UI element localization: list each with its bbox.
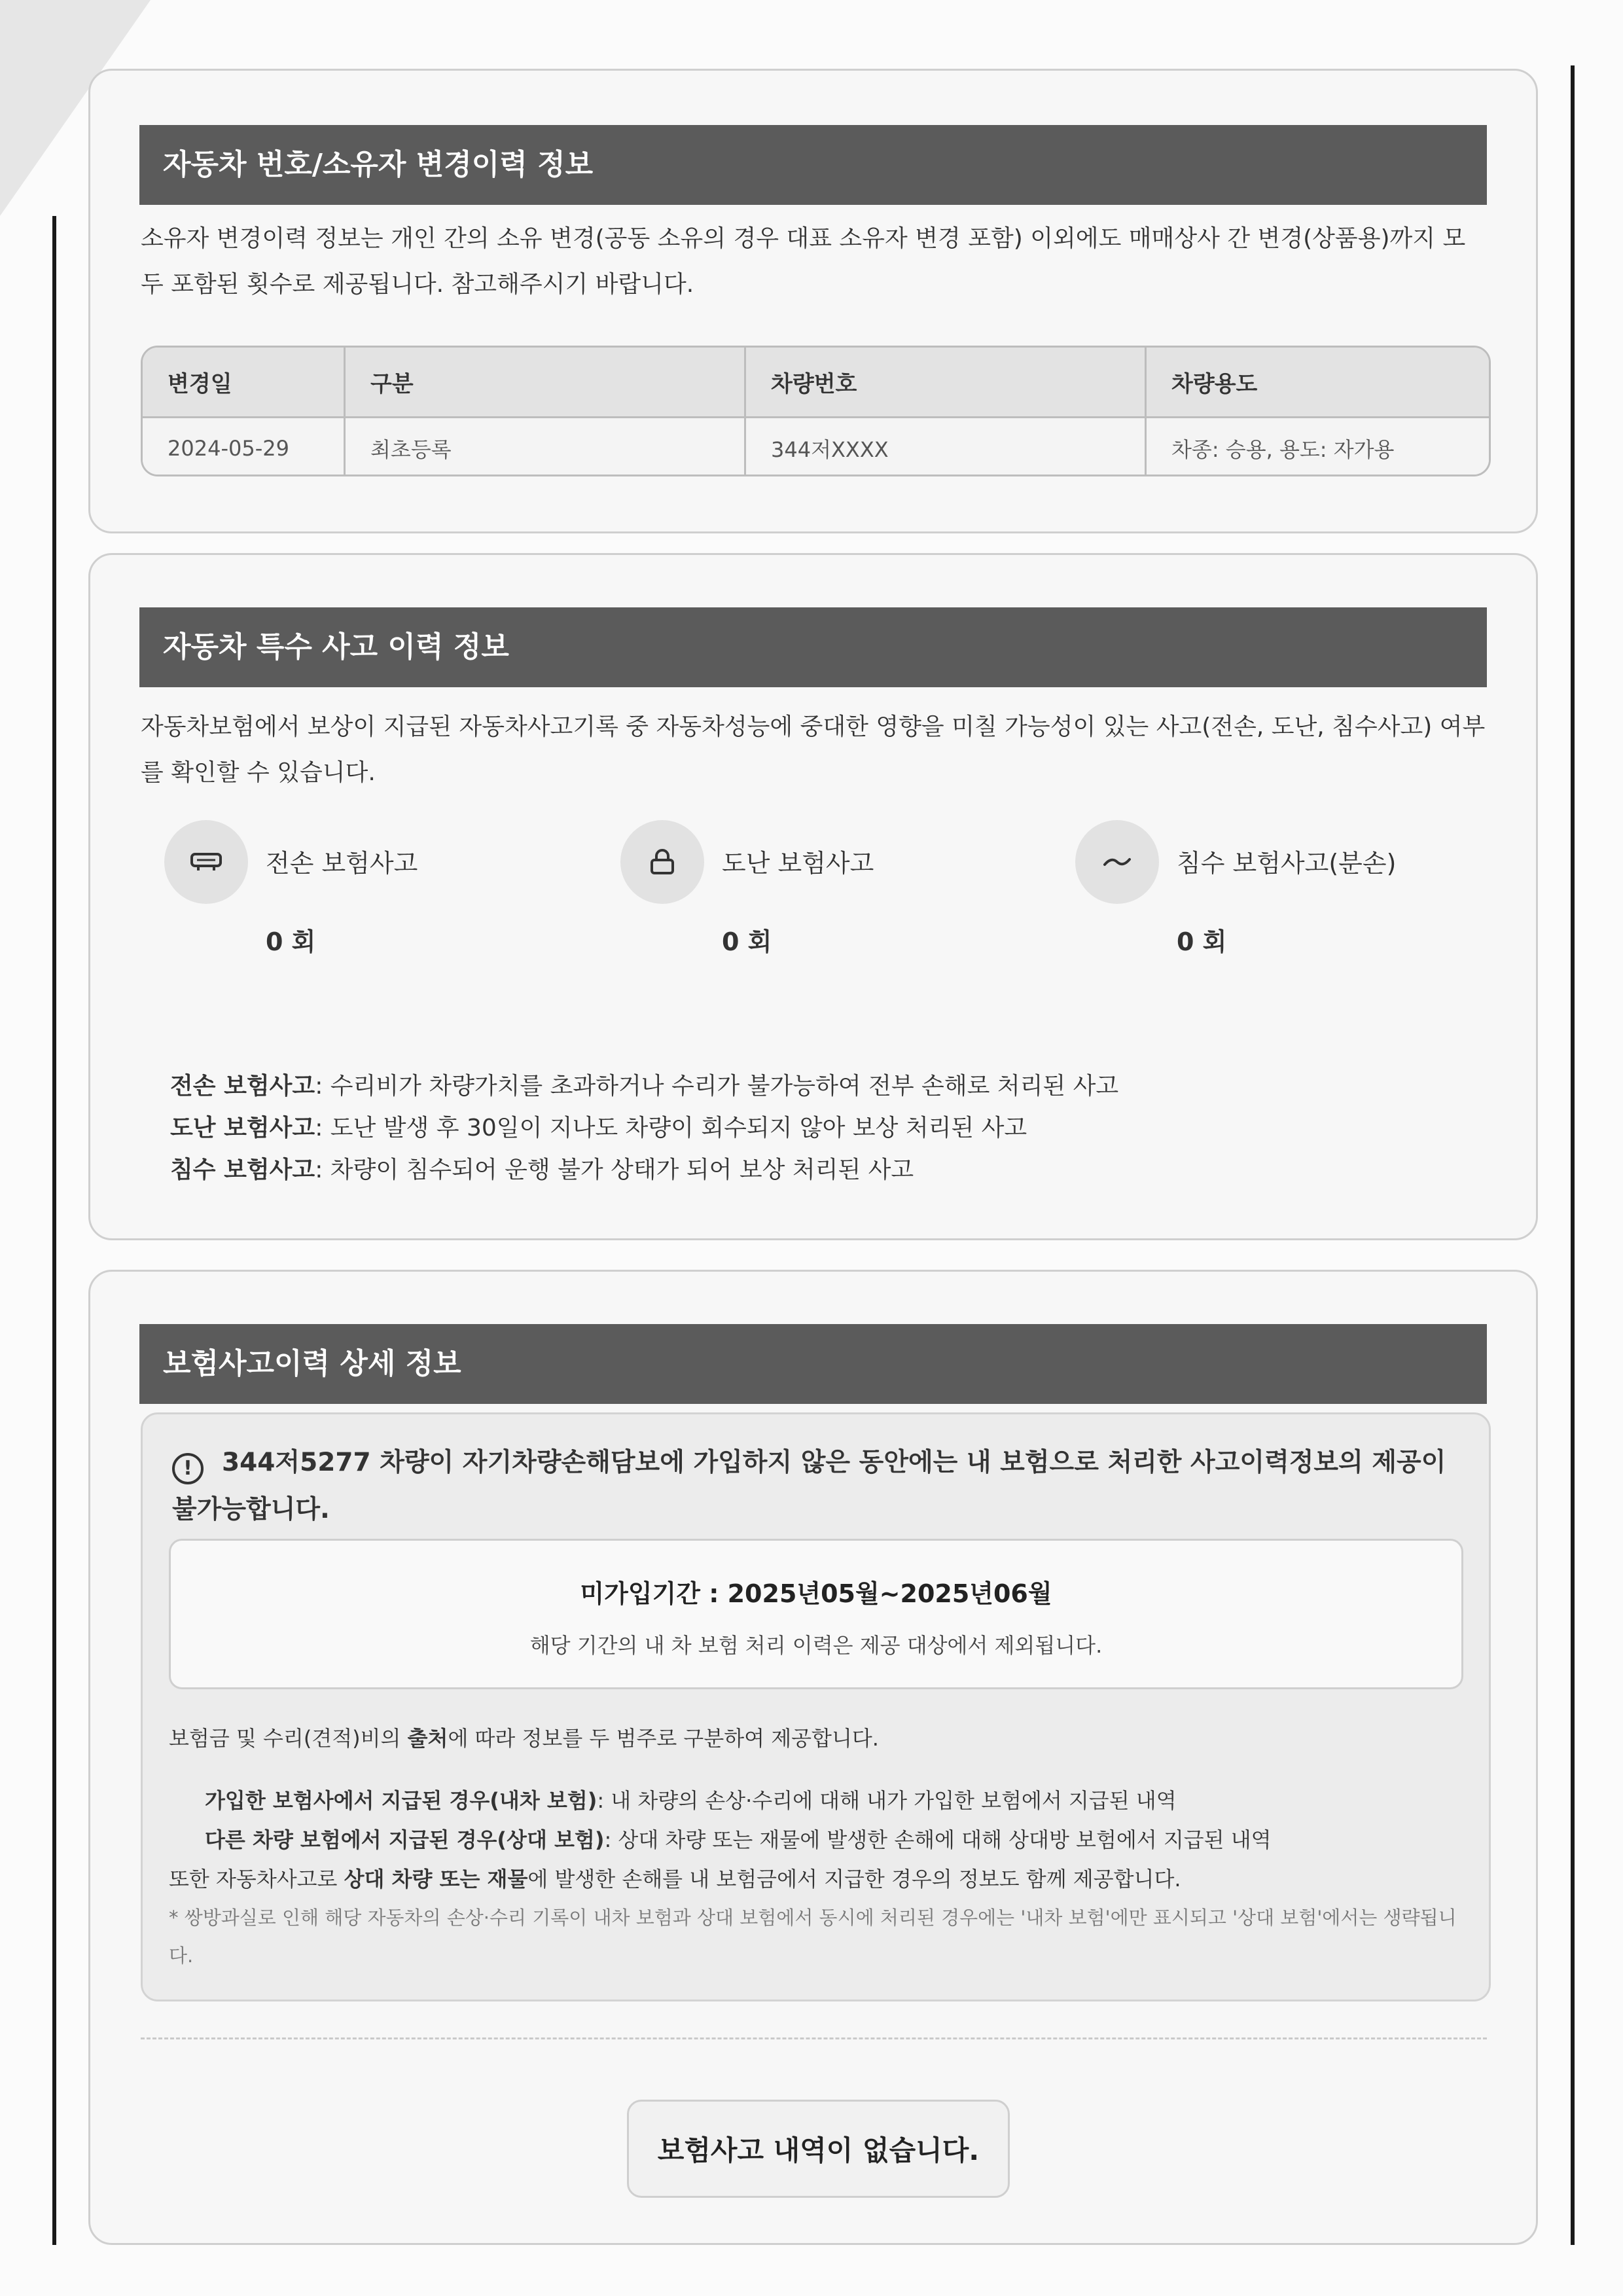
accident-definitions bbox=[170, 1066, 1487, 1191]
also-text-pre: 또한 자동차사고로 bbox=[169, 1867, 344, 1892]
definition-item bbox=[170, 1107, 1487, 1149]
column-header-date: 변경일 bbox=[143, 348, 346, 416]
source-text-post: 에 따라 정보를 두 범주로 구분하여 제공합니다. bbox=[448, 1726, 879, 1751]
cell-plate: 344저XXXX bbox=[746, 418, 1147, 476]
footnote: * 쌍방과실로 인해 해당 자동차의 손상·수리 기록이 내차 보험과 상대 보험에서 동시에 처리된 경우에는 '내차 보험'에만 표시되고 '상대 보험'에서는 생략됩니다. bbox=[169, 1907, 1457, 1967]
also-text-post: 에 발생한 손해를 내 보험금에서 지급한 경우의 정보도 함께 제공합니다. bbox=[527, 1867, 1181, 1892]
divider bbox=[141, 2037, 1487, 2039]
source-text-bold: 출처 bbox=[407, 1726, 448, 1751]
definition-item bbox=[170, 1066, 1487, 1107]
source-description bbox=[169, 1722, 1463, 1752]
uninsured-notice bbox=[141, 1412, 1491, 2001]
scan-edge-right bbox=[1571, 65, 1575, 2245]
stat-flood bbox=[1075, 820, 1494, 971]
wave-icon bbox=[1075, 820, 1159, 904]
table-row bbox=[143, 418, 1489, 476]
ownership-header: 자동차 번호/소유자 변경이력 정보 bbox=[139, 125, 1487, 205]
uninsured-period-box bbox=[169, 1539, 1463, 1689]
definition-item bbox=[170, 1149, 1487, 1191]
lock-icon bbox=[620, 820, 704, 904]
scan-edge-left bbox=[52, 216, 56, 2245]
stat-count: 0 회 bbox=[266, 927, 316, 956]
accident-details-header: 보험사고이력 상세 정보 bbox=[139, 1324, 1487, 1404]
period-subtitle: 해당 기간의 내 차 보험 처리 이력은 제공 대상에서 제외됩니다. bbox=[529, 1633, 1103, 1658]
notice-text: 344저5277 차량이 자기차량손해담보에 가입하지 않은 동안에는 내 보험으로 처리한 사고이력정보의 제공이 불가능합니다. bbox=[172, 1448, 1446, 1524]
definition-text: : 수리비가 차량가치를 초과하거나 수리가 불가능하여 전부 손해로 처리된 사고 bbox=[315, 1073, 1119, 1100]
definition-term: 침수 보험사고 bbox=[170, 1157, 315, 1183]
cell-type: 최초등록 bbox=[346, 418, 746, 476]
ownership-card bbox=[88, 69, 1538, 533]
special-accidents-description: 자동차보험에서 보상이 지급된 자동차사고기록 중 자동차성능에 중대한 영향을 미칠 가능성이 있는 사고(전손, 도난, 침수사고) 여부를 확인할 수 있습니다. bbox=[141, 713, 1486, 786]
stat-label: 침수 보험사고(분손) bbox=[1177, 849, 1397, 878]
special-accidents-header: 자동차 특수 사고 이력 정보 bbox=[139, 607, 1487, 687]
cell-usage: 차종: 승용, 용도: 자가용 bbox=[1171, 437, 1395, 462]
also-provided-line bbox=[169, 1863, 1463, 1893]
no-history-label: 보험사고 내역이 없습니다. bbox=[627, 2100, 1010, 2198]
car-crash-icon bbox=[164, 820, 248, 904]
info-icon: ! bbox=[172, 1453, 204, 1484]
column-header-type: 구분 bbox=[346, 348, 746, 416]
stat-label: 도난 보험사고 bbox=[722, 849, 874, 878]
accident-details-card bbox=[88, 1270, 1538, 2245]
notice-message bbox=[172, 1439, 1459, 1534]
stat-label: 전손 보험사고 bbox=[266, 849, 418, 878]
column-header-plate: 차량번호 bbox=[746, 348, 1147, 416]
definition-term: 전손 보험사고 bbox=[170, 1073, 315, 1100]
stat-theft bbox=[620, 820, 1039, 971]
period-title: 미가입기간 : 2025년05월~2025년06월 bbox=[580, 1579, 1052, 1608]
own-insurance-line bbox=[205, 1784, 1463, 1814]
special-accidents-card bbox=[88, 553, 1538, 1240]
table-header-row bbox=[143, 348, 1489, 418]
definition-term: 도난 보험사고 bbox=[170, 1115, 315, 1141]
stat-count: 0 회 bbox=[722, 927, 772, 956]
own-insurance-text: : 내 차량의 손상·수리에 대해 내가 가입한 보험에서 지급된 내역 bbox=[597, 1788, 1177, 1813]
also-text-bold: 상대 차량 또는 재물 bbox=[344, 1867, 528, 1892]
source-text-pre: 보험금 및 수리(견적)비의 bbox=[169, 1726, 408, 1751]
ownership-description: 소유자 변경이력 정보는 개인 간의 소유 변경(공동 소유의 경우 대표 소유자 변경 포함) 이외에도 매매상사 간 변경(상품용)까지 모두 포함된 횟수로 제공됩니다. 참고해주시기 바랍니다. bbox=[141, 225, 1466, 298]
other-insurance-title: 다른 차량 보험에서 지급된 경우(상대 보험) bbox=[205, 1827, 605, 1852]
ownership-table bbox=[141, 346, 1491, 476]
other-insurance-line bbox=[205, 1823, 1463, 1854]
stat-count: 0 회 bbox=[1177, 927, 1227, 956]
cell-date: 2024-05-29 bbox=[143, 418, 346, 476]
column-header-usage: 차량용도 bbox=[1171, 371, 1258, 397]
own-insurance-title: 가입한 보험사에서 지급된 경우(내차 보험) bbox=[205, 1788, 597, 1813]
definition-text: : 도난 발생 후 30일이 지나도 차량이 회수되지 않아 보상 처리된 사고 bbox=[315, 1115, 1027, 1141]
definition-text: : 차량이 침수되어 운행 불가 상태가 되어 보상 처리된 사고 bbox=[315, 1157, 914, 1183]
stat-total-loss bbox=[164, 820, 583, 971]
other-insurance-text: : 상대 차량 또는 재물에 발생한 손해에 대해 상대방 보험에서 지급된 내역 bbox=[604, 1827, 1272, 1852]
